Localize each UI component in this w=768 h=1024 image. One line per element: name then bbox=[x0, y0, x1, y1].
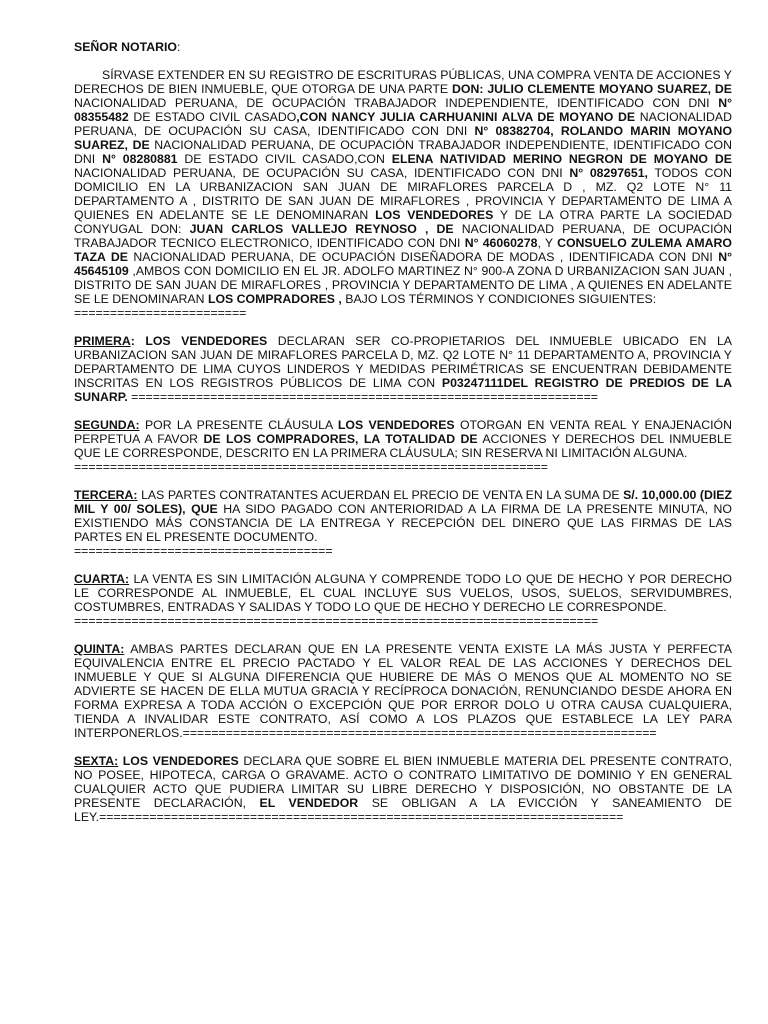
intro-text: Y DE LA OTRA PARTE LA SOCIEDAD CONYUGAL DON: bbox=[74, 208, 732, 236]
addressee-colon: : bbox=[176, 40, 181, 54]
intro-text: NACIONALIDAD PERUANA, DE OCUPACIÓN DISEÑADORA DE MODAS , IDENTIFICADA CON DNI bbox=[127, 250, 719, 264]
addressee-line bbox=[74, 40, 732, 54]
clause-label: QUINTA: bbox=[74, 642, 125, 656]
sellers-label: LOS VENDEDORES bbox=[118, 754, 239, 768]
document-page bbox=[74, 40, 732, 824]
buyer-1-name: JUAN CARLOS VALLEJO REYNOSO , DE bbox=[189, 222, 454, 236]
registry-reference: P03247111DEL REGISTRO DE PREDIOS DE LA SUNARP. bbox=[74, 376, 732, 404]
clause-text: DECLARAN SER CO-PROPIETARIOS DEL INMUEBLE UBICADO EN LA URBANIZACION SAN JUAN DE MIRAFLORES PARCELA D, MZ. Q2 LOTE N° 11 DEPARTAMENTO A, PROVINCIA Y DEPARTAMENTO DE LIMA CUYOS LINDEROS Y MEDIDAS PERIMÉTRICAS SE ENCUENTRAN DEBIDAMENTE INSCRITAS EN LOS REGISTROS PÚBLICOS DE LIMA CON bbox=[74, 334, 732, 390]
clause-segunda bbox=[74, 418, 732, 474]
clause-text: POR LA PRESENTE CLÁUSULA bbox=[139, 418, 338, 432]
separator-line: ======================== bbox=[74, 306, 247, 320]
buyer-1-dni: N° 46060278 bbox=[464, 236, 538, 250]
clause-sexta bbox=[74, 754, 732, 824]
intro-text: BAJO LOS TÉRMINOS Y CONDICIONES SIGUIENTES: bbox=[341, 292, 657, 306]
separator-line: ==================================== bbox=[74, 544, 333, 558]
clause-text: DECLARA QUE SOBRE EL BIEN INMUEBLE MATERIA DEL PRESENTE CONTRATO, NO POSEE, HIPOTECA, CARGA O GRAVAME. ACTO O CONTRATO LIMITATIVO DE DOMINIO Y EN GENERAL CUALQUIER ACTO QUE PUDIERA LIMITAR SU LIBRE DERECHO Y DISPOSICIÓN, NO OBSTANTE DE LA PRESENTE DECLARACIÓN, bbox=[74, 754, 732, 810]
intro-text: NACIONALIDAD PERUANA, DE OCUPACIÓN SU CASA, IDENTIFICADO CON DNI bbox=[74, 166, 570, 180]
separator-line: ================================================================= bbox=[127, 390, 598, 404]
clause-tercera bbox=[74, 488, 732, 558]
clause-label: SEGUNDA: bbox=[74, 418, 140, 432]
seller-3-name: N° 08382704, ROLANDO MARIN MOYANO SUAREZ, DE bbox=[74, 124, 733, 152]
intro-text: NACIONALIDAD PERUANA, DE OCUPACIÓN TRABAJADOR TECNICO ELECTRONICO, IDENTIFICADO CON DNI bbox=[74, 222, 732, 250]
clause-label: PRIMERA bbox=[74, 334, 131, 348]
addressee-title: SEÑOR NOTARIO bbox=[74, 40, 177, 54]
intro-paragraph bbox=[74, 68, 732, 320]
intro-text: TODOS CON DOMICILIO EN LA URBANIZACION SAN JUAN DE MIRAFLORES PARCELA D , MZ. Q2 LOTE N° 11 DEPARTAMENTO A , DISTRITO DE SAN JUAN DE MIRAFLORES , PROVINCIA Y DEPARTAMENTO DE LIMA A QUIENES EN ADELANTE SE LE DENOMINARAN bbox=[74, 166, 732, 222]
intro-text: DE ESTADO CIVIL CASADO,CON bbox=[177, 152, 392, 166]
clause-primera bbox=[74, 334, 732, 404]
seller-1-dni: N° 08355482 bbox=[74, 96, 732, 124]
clause-text: AMBAS PARTES DECLARAN QUE EN LA PRESENTE VENTA EXISTE LA MÁS JUSTA Y PERFECTA EQUIVALENCIA ENTRE EL PRECIO PACTADO Y EL VALOR REAL DE LAS ACCIONES Y DERECHOS DEL INMUEBLE Y QUE SI ALGUNA DIFERENCIA QUE HUBIERE DE MÁS O MENOS QUE AL MOMENTO NO SE ADVIERTE SE HACEN DE ELLA MUTUA GRACIA Y RECÍPROCA DONACIÓN, RENUNCIANDO DESDE AHORA EN FORMA EXPRESA A TODA ACCIÓN O EXCEPCIÓN QUE POR ERROR DOLO U OTRA CAUSA CUALQUIERA, TIENDA A INVALIDAR ESTE CONTRATO, ASÍ COMO A LOS PLAZOS QUE ESTABLECE LA LEY PARA INTERPONERLOS. bbox=[74, 642, 732, 740]
clause-cuarta bbox=[74, 572, 732, 628]
clause-text: HA SIDO PAGADO CON ANTERIORIDAD A LA FIRMA DE LA PRESENTE MINUTA, NO EXISTIENDO MÁS CONSTANCIA DE LA ENTREGA Y RECEPCIÓN DEL DINERO QUE LAS FIRMAS DE LAS PARTES EN EL PRESENTE DOCUMENTO. bbox=[74, 502, 732, 544]
separator-line: ================================================================== bbox=[74, 460, 548, 474]
sellers-label: LOS VENDEDORES bbox=[337, 418, 455, 432]
intro-text: , Y bbox=[537, 236, 558, 250]
clause-label: TERCERA: bbox=[74, 488, 138, 502]
buyers-label: LOS COMPRADORES , bbox=[207, 292, 342, 306]
clause-quinta bbox=[74, 642, 732, 740]
clause-text: LAS PARTES CONTRATANTES ACUERDAN EL PRECIO DE VENTA EN LA SUMA DE bbox=[137, 488, 624, 502]
intro-text: SÍRVASE EXTENDER EN SU REGISTRO DE ESCRITURAS PÚBLICAS, UNA COMPRA VENTA DE ACCIONES Y DERECHOS DE BIEN INMUEBLE, QUE OTORGA DE UNA PARTE bbox=[74, 68, 732, 96]
clause-colon: : bbox=[130, 334, 135, 348]
seller-label: EL VENDEDOR bbox=[259, 796, 359, 810]
sellers-label: LOS VENDEDORES bbox=[134, 334, 268, 348]
clause-label: CUARTA: bbox=[74, 572, 130, 586]
sale-price: S/. 10,000.00 (DIEZ MIL Y 00/ SOLES), QUE bbox=[74, 488, 732, 516]
intro-text: ,AMBOS CON DOMICILIO EN EL JR. ADOLFO MARTINEZ N° 900-A ZONA D URBANIZACION SAN JUAN , DISTRITO DE SAN JUAN DE MIRAFLORES , PROVINCIA Y DEPARTAMENTO DE LIMA , A QUIENES EN ADELANTE SE LE DENOMINARAN bbox=[74, 264, 732, 306]
clause-text: SE OBLIGAN A LA EVICCIÓN Y SANEAMIENTO DE LEY. bbox=[74, 796, 732, 824]
separator-line: ================================================================== bbox=[182, 726, 657, 740]
intro-text: NACIONALIDAD PERUANA, DE OCUPACIÓN TRABAJADOR INDEPENDIENTE, IDENTIFICADO CON DNI bbox=[74, 138, 732, 166]
sellers-label: LOS VENDEDORES bbox=[375, 208, 494, 222]
clause-text: ACCIONES Y DERECHOS DEL INMUEBLE QUE LE CORRESPONDE, DESCRITO EN LA PRIMERA CLÁUSULA; SIN RESERVA NI LIMITACIÓN ALGUNA. bbox=[74, 432, 732, 460]
seller-2-name: ,CON NANCY JULIA CARHUANINI ALVA DE MOYANO DE bbox=[296, 110, 636, 124]
intro-text: NACIONALIDAD PERUANA, DE OCUPACIÓN SU CASA, IDENTIFICADO CON DNI bbox=[74, 110, 732, 138]
clause-text: LA VENTA ES SIN LIMITACIÓN ALGUNA Y COMPRENDE TODO LO QUE DE HECHO Y POR DERECHO LE CORRESPONDE AL INMUEBLE, EL CUAL INCLUYE SUS VUELOS, USOS, SUELOS, SERVIDUMBRES, COSTUMBRES, ENTRADAS Y SALIDAS Y TODO LO QUE DE HECHO Y DERECHO LE CORRESPONDE. bbox=[74, 572, 732, 614]
clause-label: SEXTA: bbox=[74, 754, 119, 768]
buyer-2-dni: N° 45645109 bbox=[74, 250, 732, 278]
buyer-2-name: CONSUELO ZULEMA AMARO TAZA DE bbox=[74, 236, 732, 264]
intro-text: DE ESTADO CIVIL CASADO bbox=[128, 110, 297, 124]
intro-text: NACIONALIDAD PERUANA, DE OCUPACIÓN TRABAJADOR INDEPENDIENTE, IDENTIFICADO CON DNI bbox=[74, 96, 719, 110]
seller-1-name: DON: JULIO CLEMENTE MOYANO SUAREZ, DE bbox=[452, 82, 732, 96]
clause-text: OTORGAN EN VENTA REAL Y ENAJENACIÓN PERPETUA A FAVOR bbox=[74, 418, 733, 446]
seller-4-dni: N° 08297651, bbox=[569, 166, 648, 180]
separator-line: ========================================================================= bbox=[74, 614, 599, 628]
separator-line: ========================================================================= bbox=[99, 810, 624, 824]
seller-4-name: ELENA NATIVIDAD MERINO NEGRON DE MOYANO DE bbox=[391, 152, 732, 166]
buyers-totality: DE LOS COMPRADORES, LA TOTALIDAD DE bbox=[203, 432, 478, 446]
seller-3-dni: N° 08280881 bbox=[102, 152, 178, 166]
